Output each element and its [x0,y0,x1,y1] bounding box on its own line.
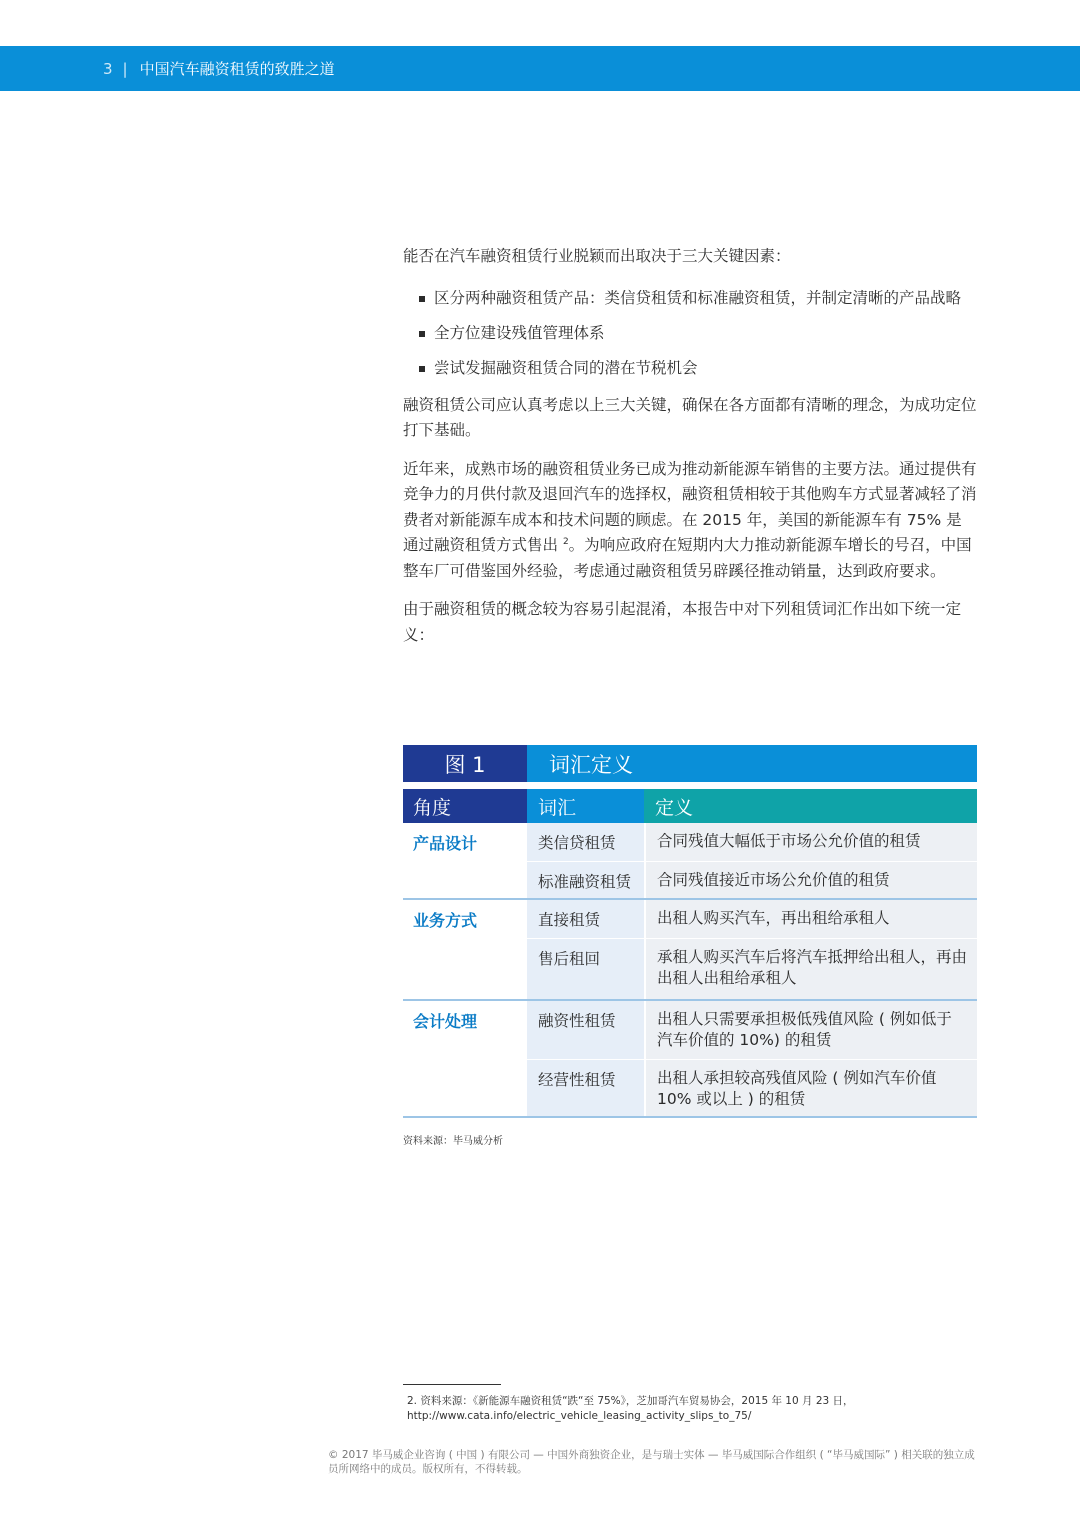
table-group-product-design [403,823,977,900]
paragraph-market-trend [403,457,977,585]
definition-cell: 出租人只需要承担极低残值风险 ( 例如低于汽车价值的 10%) 的租赁 [644,1001,977,1059]
footnote: 2. 资料来源：《新能源车融资租赁“跌“至 75%》，芝加哥汽车贸易协会，2015 年 10 月 23 日，http://www.cata.info/electric_vehicle_leasing_activity_slips_to_75/ [407,1395,854,1422]
key-factors-list [403,288,977,379]
category-label: 产品设计 [413,834,478,853]
definition-cell: 出租人购买汽车，再出租给承租人 [644,900,977,938]
figure-header [403,745,977,782]
table-row [527,1001,977,1060]
term-cell: 类信贷租赁 [527,823,644,861]
footnote-ref[interactable]: 2 [562,536,569,547]
figure-title: 词汇定义 [527,745,977,782]
table-row [527,1060,977,1116]
column-header-perspective: 角度 [403,789,527,823]
table-row [527,939,977,999]
definition-cell: 合同残值接近市场公允价值的租赁 [644,862,977,898]
header-content [103,46,335,91]
definition-cell: 出租人承担较高残值风险 ( 例如汽车价值 10% 或以上 ) 的租赁 [644,1060,977,1116]
table-header-row [403,789,977,823]
paragraph-text: 。为响应政府在短期内大力推动新能源车增长的号召，中国整车厂可借鉴国外经验，考虑通过融资租赁另辟蹊径推动销量，达到政府要求。 [403,536,972,580]
list-item-text: 全方位建设残值管理体系 [434,323,605,342]
bullet-icon [419,331,425,337]
list-item [403,323,977,344]
list-item [403,288,977,309]
paragraph-definitions-intro: 由于融资租赁的概念较为容易引起混淆，本报告中对下列租赁词汇作出如下统一定义： [403,600,962,644]
definition-cell: 承租人购买汽车后将汽车抵押给出租人，再由出租人出租给承租人 [644,939,977,999]
definition-cell: 合同残值大幅低于市场公允价值的租赁 [644,823,977,861]
copyright-notice: © 2017 毕马威企业咨询 ( 中国 ) 有限公司 — 中国外商独资企业，是与瑞士实体 — 毕马威国际合作组织 ( “毕马威国际” ) 相关联的独立成员所网络中的成员。版权所有，不得转载。 [328,1449,975,1475]
column-header-definition: 定义 [644,789,977,823]
document-title: 中国汽车融资租赁的致胜之道 [139,60,335,78]
term-cell: 售后租回 [527,939,644,999]
column-header-term: 词汇 [527,789,644,823]
page-header [0,46,1080,91]
table-row [527,823,977,862]
term-cell: 融资性租赁 [527,1001,644,1059]
table-group-accounting [403,1001,977,1118]
main-content [403,244,977,661]
term-cell: 标准融资租赁 [527,862,644,898]
list-item-text: 尝试发掘融资租赁合同的潜在节税机会 [434,358,698,377]
paragraph-text: 近年来，成熟市场的融资租赁业务已成为推动新能源车销售的主要方法。通过提供有竞争力的月供付款及退回汽车的选择权，融资租赁相较于其他购车方式显著减轻了消费者对新能源车成本和技术问题的顾虑。在 2015 年，美国的新能源车有 75% 是通过融资租赁方式售出 [403,459,977,554]
table-row [527,900,977,939]
header-separator: | [122,59,128,78]
table-row [527,862,977,898]
category-label: 业务方式 [413,911,478,930]
intro-paragraph: 能否在汽车融资租赁行业脱颖而出取决于三大关键因素： [403,247,791,265]
footnote-divider [403,1384,501,1385]
category-label: 会计处理 [413,1012,478,1031]
bullet-icon [419,296,425,302]
paragraph-key-factors: 融资租赁公司应认真考虑以上三大关键，确保在各方面都有清晰的理念，为成功定位打下基础。 [403,395,977,439]
figure-definitions-table [403,745,977,1118]
figure-label: 图 1 [403,745,527,782]
bullet-icon [419,366,425,372]
table-group-business-mode [403,900,977,1001]
list-item [403,358,977,379]
figure-source: 资料来源：毕马威分析 [403,1136,503,1147]
list-item-text: 区分两种融资租赁产品：类信贷租赁和标准融资租赁，并制定清晰的产品战略 [434,288,962,307]
term-cell: 经营性租赁 [527,1060,644,1116]
page-number: 3 [103,59,113,78]
term-cell: 直接租赁 [527,900,644,938]
